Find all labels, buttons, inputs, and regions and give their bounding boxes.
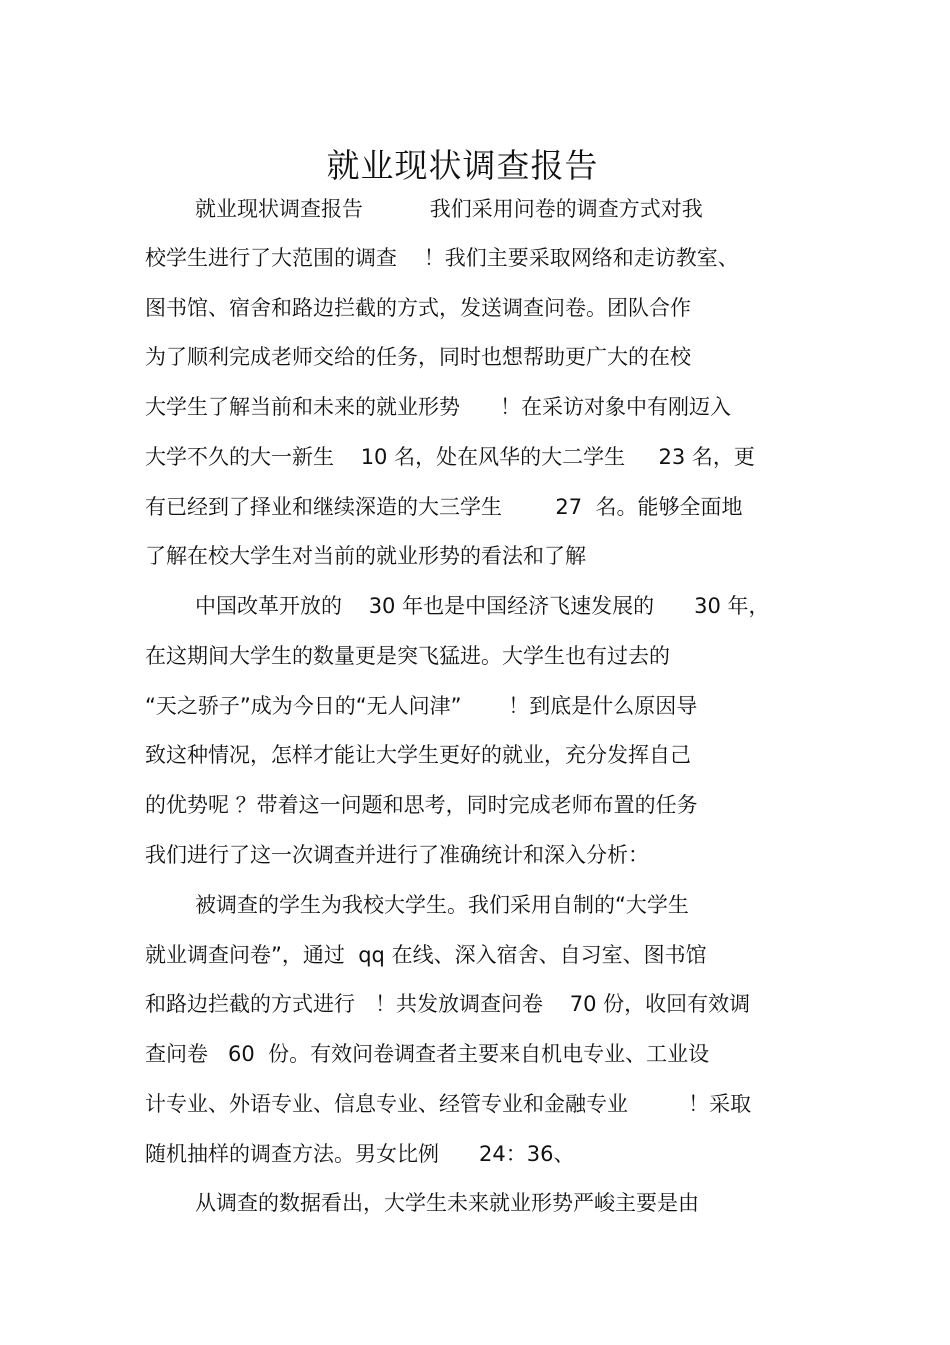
paragraph-line: 就业现状调查报告 我们采用问卷的调查方式对我 — [195, 197, 703, 221]
paragraph-line: 图书馆、宿舍和路边拦截的方式，发送调查问卷。团队合作 — [145, 296, 691, 320]
paragraph-line: 和路边拦截的方式进行 ！共发放调查问卷 70 份，收回有效调 — [145, 992, 751, 1016]
document-title: 就业现状调查报告 — [326, 146, 599, 186]
paragraph-line: 我们进行了这一次调查并进行了准确统计和深入分析： — [145, 843, 649, 867]
paragraph-line: 中国改革开放的 30 年也是中国经济飞速发展的 30 年， — [195, 594, 770, 618]
paragraph-line: 了解在校大学生对当前的就业形势的看法和了解 — [145, 544, 586, 568]
paragraph-line: 查问卷 60 份。有效问卷调查者主要来自机电专业、工业设 — [145, 1042, 710, 1066]
paragraph-line: 大学生了解当前和未来的就业形势 ！在采访对象中有刚迈入 — [145, 395, 732, 419]
paragraph-line: 致这种情况，怎样才能让大学生更好的就业，充分发挥自己 — [145, 743, 691, 767]
paragraph-line: 就业调查问卷”，通过 qq 在线、深入宿舍、自习室、图书馆 — [145, 943, 707, 967]
paragraph-line: 大学不久的大一新生 10 名，处在风华的大二学生 23 名，更 — [145, 445, 755, 469]
paragraph-line: 从调查的数据看出，大学生未来就业形势严峻主要是由 — [195, 1191, 699, 1215]
paragraph-line: 有已经到了择业和继续深造的大三学生 27 名。能够全面地 — [145, 495, 743, 519]
paragraph-line: 随机抽样的调查方法。男女比例 24：36、 — [145, 1142, 575, 1166]
paragraph-line: 的优势呢 ？带着这一问题和思考，同时完成老师布置的任务 — [145, 793, 698, 817]
paragraph-line: 被调查的学生为我校大学生。我们采用自制的“大学生 — [195, 893, 689, 917]
paragraph-line: 在这期间大学生的数量更是突飞猛进。大学生也有过去的 — [145, 644, 670, 668]
paragraph-line: 为了顺利完成老师交给的任务，同时也想帮助更广大的在校 — [145, 345, 691, 369]
paragraph-line: “天之骄子”成为今日的“无人问津” ！到底是什么原因导 — [145, 694, 698, 718]
paragraph-line: 校学生进行了大范围的调查 ！我们主要采取网络和走访教室、 — [145, 246, 739, 270]
paragraph-line: 计专业、外语专业、信息专业、经管专业和金融专业 ！采取 — [145, 1092, 752, 1116]
